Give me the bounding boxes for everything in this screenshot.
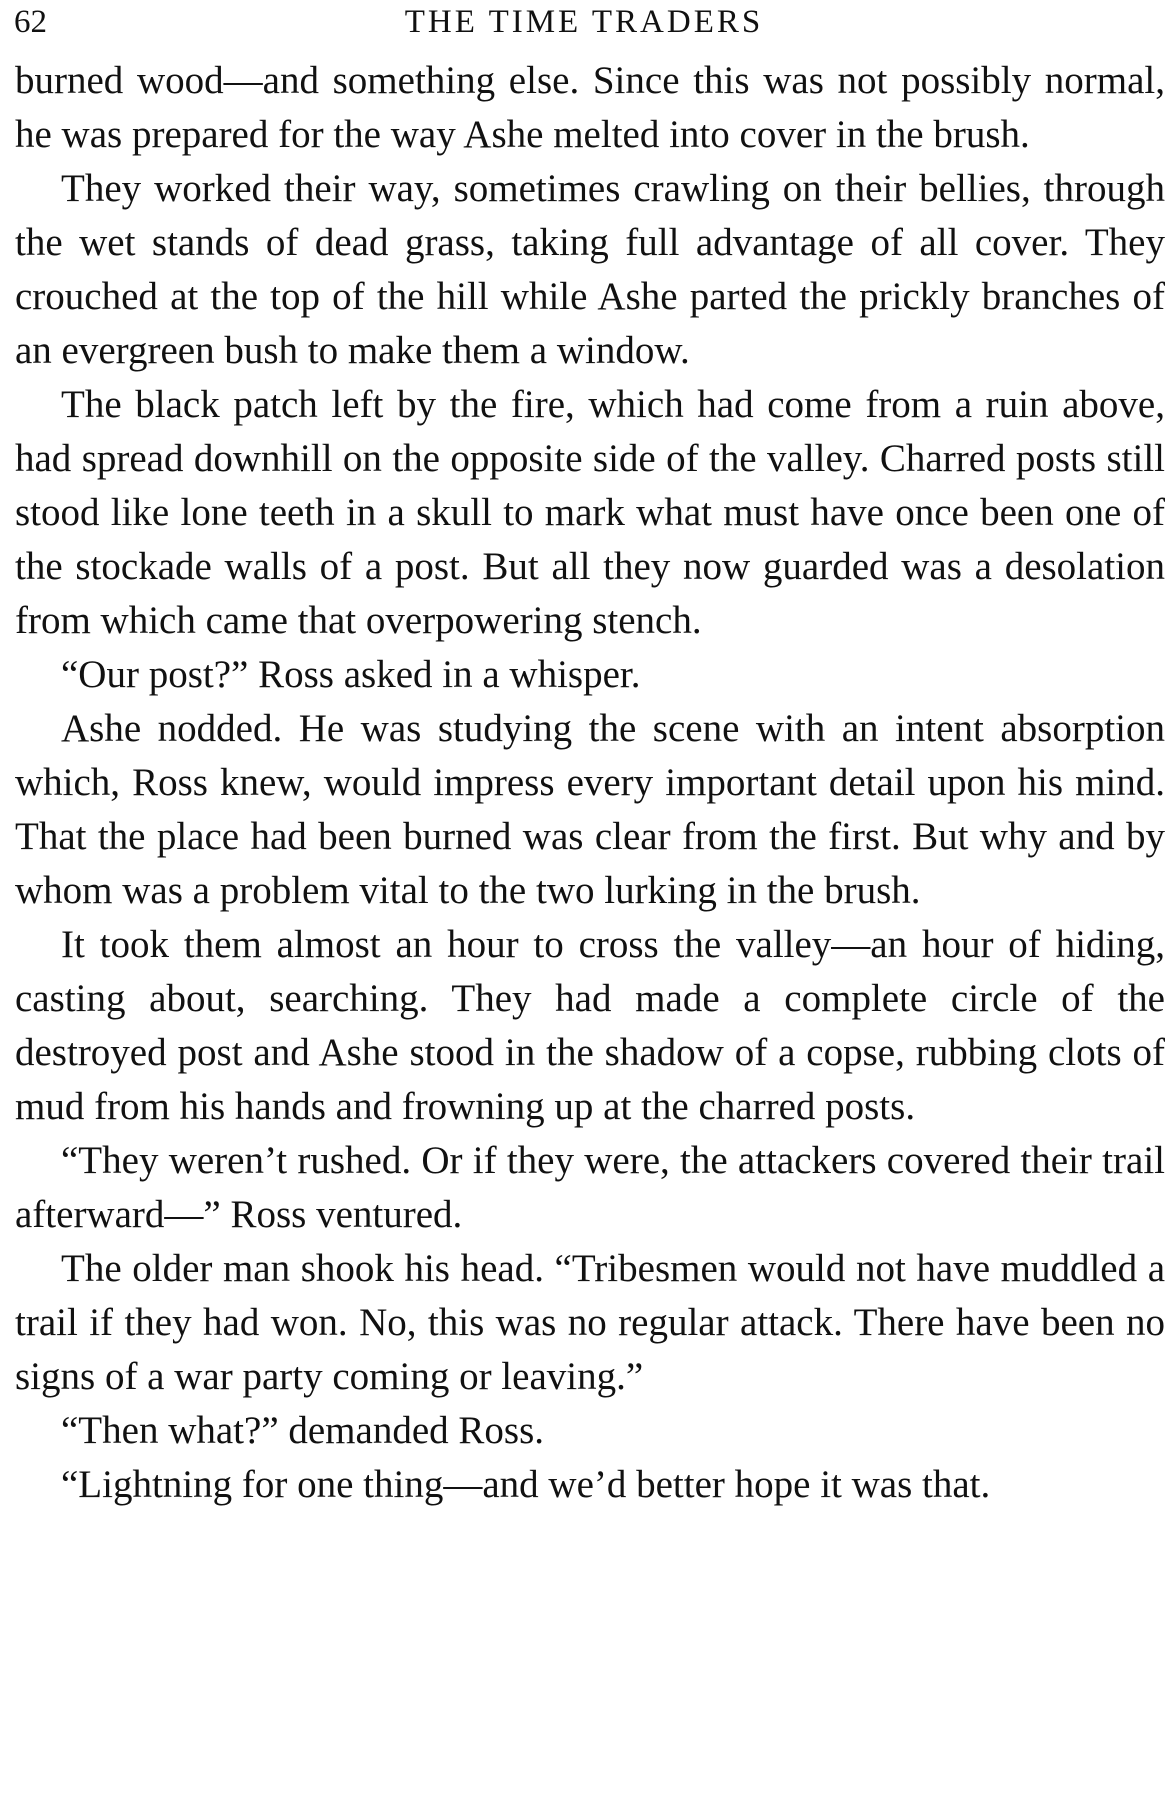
paragraph: They worked their way, sometimes crawling on their bellies, through the wet stands of dead grass, taking full advantage of all cover. They crouched at the top of the hill while Ashe parted the prickly branches of an evergreen bush to make them a window. xyxy=(15,167,1165,372)
paragraph: “They weren’t rushed. Or if they were, the attackers covered their trail afterward—” Ross ventured. xyxy=(15,1139,1165,1236)
page-number: 62 xyxy=(14,4,47,40)
paragraph: The older man shook his head. “Tribesmen would not have muddled a trail if they had won. No, this was no regular attack. There have been no signs of a war party coming or leaving.” xyxy=(15,1247,1165,1398)
paragraph: “Our post?” Ross asked in a whisper. xyxy=(61,653,641,696)
paragraph: The black patch left by the fire, which had come from a ruin above, had spread downhill on the opposite side of the valley. Charred posts still stood like lone teeth in a skull to mark what must have once been one of the stockade walls of a post. But all they now guarded was a desolation from which came that overpowering stench. xyxy=(15,383,1165,642)
paragraph: burned wood—and something else. Since this was not possibly normal, he was prepared for the way Ashe melted into cover in the brush. xyxy=(15,59,1165,156)
paragraph: Ashe nodded. He was studying the scene with an intent absorption which, Ross knew, would impress every important detail upon his mind. That the place had been burned was clear from the first. But why and by whom was a problem vital to the two lurking in the brush. xyxy=(15,707,1165,912)
running-head xyxy=(14,2,1154,42)
paragraph: “Then what?” demanded Ross. xyxy=(61,1409,545,1452)
paragraph: “Lightning for one thing—and we’d better hope it was that. xyxy=(61,1463,991,1506)
paragraph: It took them almost an hour to cross the valley—an hour of hiding, casting about, searching. They had made a complete circle of the destroyed post and Ashe stood in the shadow of a copse, rubbing clots of mud from his hands and frowning up at the charred posts. xyxy=(15,923,1165,1128)
body-text xyxy=(15,54,1165,1512)
running-title: THE TIME TRADERS xyxy=(404,4,764,40)
